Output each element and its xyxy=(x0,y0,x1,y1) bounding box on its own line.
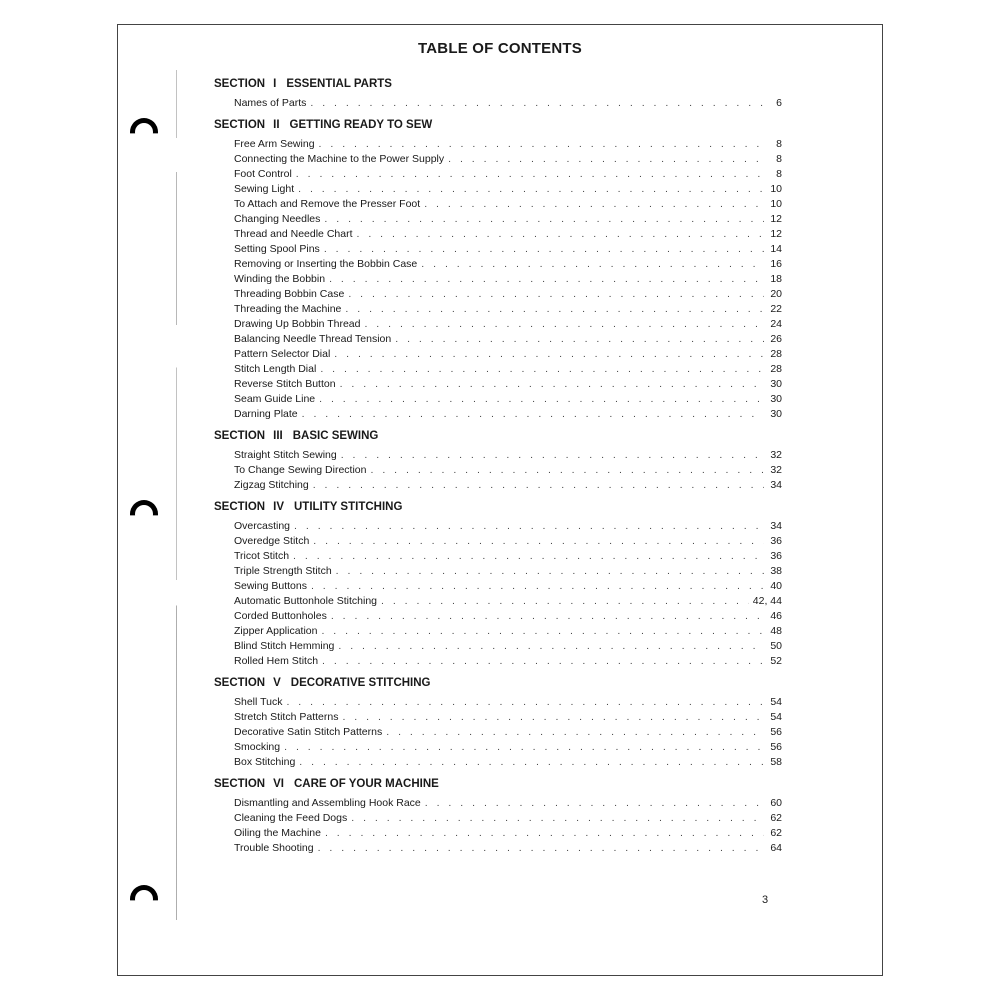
section-label: SECTION xyxy=(214,430,266,442)
entry-title: Overedge Stitch xyxy=(234,535,310,547)
entry-page-number: 22 xyxy=(770,303,782,315)
entry-page-number: 28 xyxy=(770,348,782,360)
entry-title: Threading Bobbin Case xyxy=(234,288,345,300)
toc-entry xyxy=(214,463,782,478)
section-label: SECTION xyxy=(214,778,266,790)
entry-title: Zipper Application xyxy=(234,625,318,637)
toc-entry xyxy=(214,796,782,811)
dot-leader xyxy=(299,755,764,770)
toc-entry xyxy=(214,137,782,152)
entry-page-number: 32 xyxy=(770,449,782,461)
toc-section xyxy=(214,675,782,770)
entry-title: Names of Parts xyxy=(234,97,307,109)
section-numeral: I xyxy=(273,78,277,90)
entry-title: Tricot Stitch xyxy=(234,550,290,562)
entry-page-number: 60 xyxy=(770,797,782,809)
entry-title: Threading the Machine xyxy=(234,303,342,315)
entry-page-number: 54 xyxy=(770,696,782,708)
entry-page-number: 42, 44 xyxy=(752,595,782,607)
dot-leader xyxy=(329,272,764,287)
entry-title: Sewing Light xyxy=(234,183,295,195)
dot-leader xyxy=(351,811,764,826)
dot-leader xyxy=(448,152,764,167)
entry-title: Box Stitching xyxy=(234,756,296,768)
dot-leader xyxy=(319,137,764,152)
section-name: CARE OF YOUR MACHINE xyxy=(294,778,439,790)
entry-title: Setting Spool Pins xyxy=(234,243,320,255)
dot-leader xyxy=(310,96,764,111)
entry-page-number: 38 xyxy=(770,565,782,577)
entry-page-number: 32 xyxy=(770,464,782,476)
entry-title: Drawing Up Bobbin Thread xyxy=(234,318,361,330)
toc-entry xyxy=(214,639,782,654)
toc-entry xyxy=(214,826,782,841)
dot-leader xyxy=(364,317,764,332)
entry-page-number: 8 xyxy=(776,138,782,150)
dot-leader xyxy=(338,639,764,654)
toc-entry xyxy=(214,478,782,493)
dot-leader xyxy=(318,841,764,856)
entry-page-number: 62 xyxy=(770,827,782,839)
entry-page-number: 10 xyxy=(770,198,782,210)
entry-title: Sewing Buttons xyxy=(234,580,307,592)
entry-page-number: 36 xyxy=(770,550,782,562)
toc-entry xyxy=(214,755,782,770)
dot-leader xyxy=(313,478,764,493)
section-numeral: II xyxy=(273,119,280,131)
toc-entry xyxy=(214,362,782,377)
page-number: 3 xyxy=(762,894,769,906)
dot-leader xyxy=(286,695,764,710)
toc-entry xyxy=(214,564,782,579)
toc-entry xyxy=(214,740,782,755)
entry-page-number: 34 xyxy=(770,479,782,491)
entry-page-number: 20 xyxy=(770,288,782,300)
entry-title: To Attach and Remove the Presser Foot xyxy=(234,198,421,210)
toc-entry xyxy=(214,624,782,639)
section-label: SECTION xyxy=(214,119,266,131)
entry-page-number: 30 xyxy=(770,393,782,405)
entry-title: Triple Strength Stitch xyxy=(234,565,332,577)
toc-entry xyxy=(214,197,782,212)
entry-page-number: 58 xyxy=(770,756,782,768)
entry-title: Free Arm Sewing xyxy=(234,138,315,150)
toc-entry xyxy=(214,167,782,182)
entry-page-number: 40 xyxy=(770,580,782,592)
toc-entry xyxy=(214,594,782,609)
dot-leader xyxy=(331,609,764,624)
entry-page-number: 28 xyxy=(770,363,782,375)
entry-title: Shell Tuck xyxy=(234,696,283,708)
entry-title: Winding the Bobbin xyxy=(234,273,326,285)
toc-section xyxy=(214,117,782,422)
entry-title: Straight Stitch Sewing xyxy=(234,449,337,461)
entry-page-number: 8 xyxy=(776,153,782,165)
toc-entry xyxy=(214,811,782,826)
entry-title: Pattern Selector Dial xyxy=(234,348,331,360)
toc-section xyxy=(214,499,782,669)
toc-entry xyxy=(214,287,782,302)
entry-page-number: 8 xyxy=(776,168,782,180)
dot-leader xyxy=(357,227,765,242)
dot-leader xyxy=(341,448,764,463)
toc-entry xyxy=(214,152,782,167)
entry-title: Smocking xyxy=(234,741,281,753)
toc-entry xyxy=(214,96,782,111)
dot-leader xyxy=(386,725,764,740)
section-name: ESSENTIAL PARTS xyxy=(286,78,392,90)
table-of-contents xyxy=(214,76,782,862)
entry-page-number: 30 xyxy=(770,378,782,390)
entry-title: Changing Needles xyxy=(234,213,321,225)
entry-title: Zigzag Stitching xyxy=(234,479,309,491)
dot-leader xyxy=(294,519,764,534)
binding-edge-line xyxy=(176,70,177,920)
entry-title: Overcasting xyxy=(234,520,291,532)
entry-title: Dismantling and Assembling Hook Race xyxy=(234,797,421,809)
entry-page-number: 34 xyxy=(770,520,782,532)
dot-leader xyxy=(381,594,749,609)
entry-page-number: 16 xyxy=(770,258,782,270)
toc-entry xyxy=(214,448,782,463)
dot-leader xyxy=(324,242,764,257)
dot-leader xyxy=(348,287,764,302)
dot-leader xyxy=(319,392,764,407)
dot-leader xyxy=(322,654,764,669)
toc-entry xyxy=(214,227,782,242)
toc-entry xyxy=(214,377,782,392)
page-title: TABLE OF CONTENTS xyxy=(418,40,582,57)
toc-entry xyxy=(214,609,782,624)
entry-title: Connecting the Machine to the Power Supply xyxy=(234,153,445,165)
toc-entry xyxy=(214,257,782,272)
dot-leader xyxy=(421,257,764,272)
entry-title: Darning Plate xyxy=(234,408,298,420)
entry-page-number: 24 xyxy=(770,318,782,330)
entry-page-number: 12 xyxy=(770,228,782,240)
entry-title: Balancing Needle Thread Tension xyxy=(234,333,392,345)
toc-entry xyxy=(214,212,782,227)
entry-page-number: 48 xyxy=(770,625,782,637)
section-name: BASIC SEWING xyxy=(292,430,379,442)
toc-entry xyxy=(214,695,782,710)
section-name: GETTING READY TO SEW xyxy=(289,119,433,131)
entry-page-number: 10 xyxy=(770,183,782,195)
dot-leader xyxy=(320,362,764,377)
dot-leader xyxy=(425,796,764,811)
entry-page-number: 18 xyxy=(770,273,782,285)
entry-page-number: 26 xyxy=(770,333,782,345)
entry-page-number: 36 xyxy=(770,535,782,547)
toc-entry xyxy=(214,302,782,317)
section-label: SECTION xyxy=(214,677,266,689)
entry-title: Trouble Shooting xyxy=(234,842,314,854)
entry-page-number: 52 xyxy=(770,655,782,667)
entry-page-number: 46 xyxy=(770,610,782,622)
entry-page-number: 62 xyxy=(770,812,782,824)
toc-entry xyxy=(214,182,782,197)
section-heading xyxy=(214,117,782,133)
section-numeral: V xyxy=(273,677,281,689)
section-label: SECTION xyxy=(214,501,266,513)
toc-entry xyxy=(214,272,782,287)
dot-leader xyxy=(298,182,764,197)
dot-leader xyxy=(324,212,764,227)
entry-page-number: 54 xyxy=(770,711,782,723)
dot-leader xyxy=(371,463,765,478)
dot-leader xyxy=(395,332,764,347)
entry-page-number: 30 xyxy=(770,408,782,420)
toc-entry xyxy=(214,579,782,594)
toc-entry xyxy=(214,534,782,549)
entry-page-number: 14 xyxy=(770,243,782,255)
dot-leader xyxy=(342,710,764,725)
entry-title: Removing or Inserting the Bobbin Case xyxy=(234,258,418,270)
section-numeral: VI xyxy=(273,778,284,790)
dot-leader xyxy=(313,534,764,549)
section-heading xyxy=(214,428,782,444)
toc-section xyxy=(214,776,782,856)
dot-leader xyxy=(340,377,764,392)
entry-page-number: 64 xyxy=(770,842,782,854)
section-numeral: IV xyxy=(273,501,284,513)
entry-title: Thread and Needle Chart xyxy=(234,228,353,240)
section-heading xyxy=(214,776,782,792)
toc-entry xyxy=(214,347,782,362)
toc-entry xyxy=(214,710,782,725)
entry-title: Automatic Buttonhole Stitching xyxy=(234,595,378,607)
dot-leader xyxy=(325,826,764,841)
entry-page-number: 12 xyxy=(770,213,782,225)
toc-entry xyxy=(214,392,782,407)
toc-entry xyxy=(214,407,782,422)
entry-title: Rolled Hem Stitch xyxy=(234,655,319,667)
entry-page-number: 56 xyxy=(770,726,782,738)
section-heading xyxy=(214,499,782,515)
section-name: UTILITY STITCHING xyxy=(294,501,403,513)
entry-title: Reverse Stitch Button xyxy=(234,378,336,390)
section-heading xyxy=(214,675,782,691)
entry-title: Stretch Stitch Patterns xyxy=(234,711,339,723)
toc-section xyxy=(214,428,782,493)
toc-entry xyxy=(214,841,782,856)
dot-leader xyxy=(336,564,764,579)
section-name: DECORATIVE STITCHING xyxy=(290,677,431,689)
entry-page-number: 50 xyxy=(770,640,782,652)
section-heading xyxy=(214,76,782,92)
dot-leader xyxy=(334,347,764,362)
dot-leader xyxy=(345,302,764,317)
dot-leader xyxy=(424,197,764,212)
entry-page-number: 56 xyxy=(770,741,782,753)
entry-title: Foot Control xyxy=(234,168,292,180)
toc-entry xyxy=(214,332,782,347)
entry-title: To Change Sewing Direction xyxy=(234,464,367,476)
entry-title: Seam Guide Line xyxy=(234,393,316,405)
entry-title: Corded Buttonholes xyxy=(234,610,327,622)
dot-leader xyxy=(321,624,764,639)
dot-leader xyxy=(284,740,764,755)
entry-title: Stitch Length Dial xyxy=(234,363,317,375)
entry-title: Oiling the Machine xyxy=(234,827,321,839)
dot-leader xyxy=(293,549,764,564)
toc-section xyxy=(214,76,782,111)
entry-page-number: 6 xyxy=(776,97,782,109)
entry-title: Decorative Satin Stitch Patterns xyxy=(234,726,383,738)
dot-leader xyxy=(311,579,764,594)
entry-title: Cleaning the Feed Dogs xyxy=(234,812,348,824)
dot-leader xyxy=(296,167,764,182)
toc-entry xyxy=(214,654,782,669)
section-label: SECTION xyxy=(214,78,266,90)
entry-title: Blind Stitch Hemming xyxy=(234,640,335,652)
toc-entry xyxy=(214,519,782,534)
toc-entry xyxy=(214,242,782,257)
toc-entry xyxy=(214,725,782,740)
dot-leader xyxy=(302,407,764,422)
toc-entry xyxy=(214,317,782,332)
section-numeral: III xyxy=(273,430,283,442)
toc-entry xyxy=(214,549,782,564)
